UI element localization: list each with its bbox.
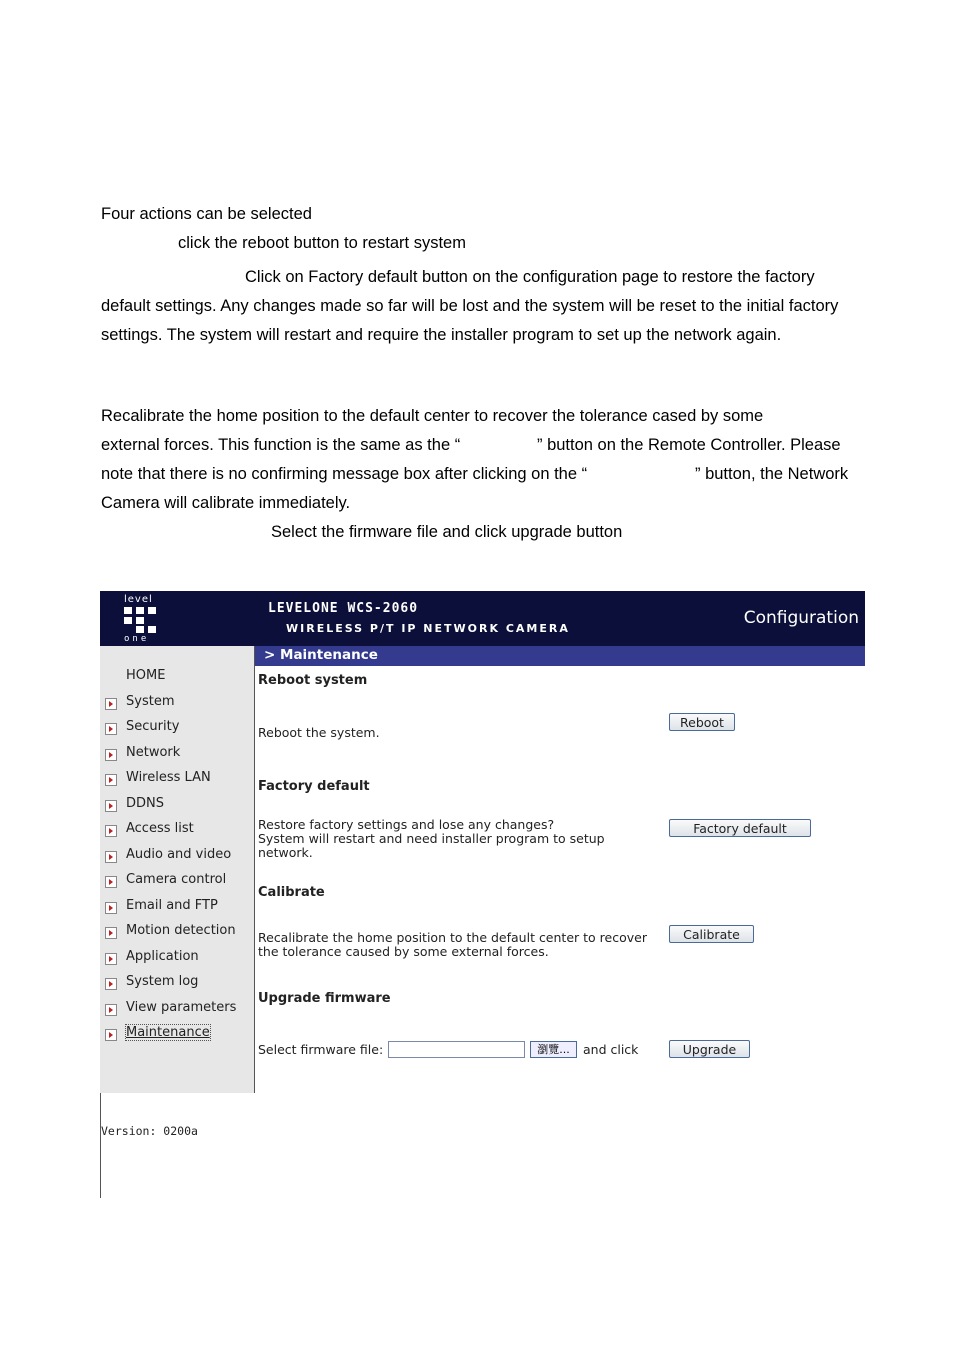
sidebar-nav — [100, 646, 255, 1138]
sidebar-item-label: Access list — [126, 821, 194, 836]
arrow-right-icon — [105, 825, 117, 837]
factory-desc-3: network. — [258, 845, 313, 860]
sidebar-item-system[interactable] — [100, 692, 254, 712]
firmware-file-input[interactable] — [388, 1041, 525, 1058]
sidebar-item-view-parameters[interactable] — [100, 998, 254, 1018]
recal-line-1: Recalibrate the home position to the default center to recover the tolerance cased by some — [101, 407, 764, 425]
browse-button[interactable]: 瀏覽... — [530, 1041, 577, 1058]
sidebar-item-audio-and-video[interactable] — [100, 845, 254, 865]
factory-paragraph: Click on Factory default button on the configuration page to restore the factory default settings. Any changes made so far will be lost and the system will be reset to the initial factory settings. The system will restart and require the installer program to set up the network again. — [101, 268, 839, 344]
firmware-file-label: Select firmware file: — [258, 1042, 384, 1057]
sidebar-item-label: Security — [126, 719, 180, 734]
intro-text: Four actions can be selected — [101, 205, 312, 223]
upgrade-title: Upgrade firmware — [258, 991, 391, 1006]
sidebar-item-system-log[interactable] — [100, 972, 254, 992]
recal-line-3: note that there is no confirming message box after clicking on the “ — [101, 465, 588, 483]
arrow-right-icon — [105, 749, 117, 761]
sidebar-item-label: HOME — [126, 668, 166, 683]
and-click-text: and click — [583, 1042, 639, 1057]
sidebar-item-ddns[interactable] — [100, 794, 254, 814]
upgrade-button[interactable]: Upgrade — [669, 1040, 750, 1058]
upgrade-line: Select the firmware file and click upgrade button — [271, 523, 623, 541]
levelone-logo — [124, 594, 162, 644]
sidebar-item-maintenance[interactable] — [100, 1023, 254, 1043]
sidebar-item-label: System — [126, 693, 175, 709]
camera-config-screenshot — [100, 591, 865, 1198]
calibrate-button[interactable]: Calibrate — [669, 925, 754, 943]
arrow-right-icon — [105, 800, 117, 812]
reboot-title: Reboot system — [258, 673, 368, 688]
product-subtitle: WIRELESS P/T IP NETWORK CAMERA — [286, 622, 570, 635]
sidebar-item-security[interactable] — [100, 717, 254, 737]
header-bar — [100, 591, 865, 646]
reboot-button[interactable]: Reboot — [669, 713, 735, 731]
arrow-right-icon — [105, 902, 117, 914]
arrow-right-icon — [105, 927, 117, 939]
sidebar-item-motion-detection[interactable] — [100, 921, 254, 941]
recal-line-4: Camera will calibrate immediately. — [101, 494, 351, 512]
sidebar-item-label: DDNS — [126, 795, 164, 811]
sidebar-item-label: Wireless LAN — [126, 770, 211, 785]
sidebar-item-label: Maintenance — [126, 1025, 210, 1040]
recal-line-3b: ” button, the Network — [695, 465, 849, 483]
calibrate-desc-2: the tolerance caused by some external forces. — [258, 944, 549, 959]
factory-default-button[interactable]: Factory default — [669, 819, 811, 837]
sidebar-item-wireless-lan[interactable] — [100, 768, 254, 788]
sidebar-divider — [100, 1093, 101, 1198]
sidebar-item-label: Email and FTP — [126, 897, 218, 913]
arrow-right-icon — [105, 978, 117, 990]
arrow-right-icon — [105, 876, 117, 888]
sidebar-item-network[interactable] — [100, 743, 254, 763]
sidebar-item-home[interactable] — [100, 666, 254, 686]
sidebar-item-label: Audio and video — [126, 846, 232, 862]
arrow-right-icon — [105, 1029, 117, 1041]
sidebar-item-label: Network — [126, 744, 181, 760]
arrow-right-icon — [105, 723, 117, 735]
factory-title: Factory default — [258, 779, 370, 794]
logo-blocks-icon — [124, 607, 158, 633]
arrow-right-icon — [105, 1004, 117, 1016]
recal-line-2b: ” button on the Remote Controller. Please — [537, 436, 841, 454]
logo-top-text: level — [124, 594, 153, 605]
sidebar-item-label: Camera control — [126, 872, 227, 887]
sidebar-item-label: Motion detection — [126, 923, 236, 938]
section-title: > Maintenance — [264, 647, 378, 663]
sidebar-item-label: Application — [126, 948, 199, 964]
calibrate-desc-1: Recalibrate the home position to the default center to recover — [258, 930, 647, 945]
factory-desc-2: System will restart and need installer program to setup — [258, 831, 605, 846]
product-name: LEVELONE WCS-2060 — [268, 601, 419, 616]
configuration-title: Configuration — [743, 608, 859, 628]
reboot-desc: Reboot the system. — [258, 725, 380, 740]
sidebar-item-label: System log — [126, 974, 199, 989]
arrow-right-icon — [105, 953, 117, 965]
sidebar-item-label: View parameters — [126, 999, 237, 1015]
reboot-line: click the reboot button to restart system — [178, 234, 466, 252]
recal-line-2: external forces. This function is the same as the “ — [101, 436, 461, 454]
arrow-right-icon — [105, 851, 117, 863]
sidebar-item-email-and-ftp[interactable] — [100, 896, 254, 916]
logo-bottom-text: one — [124, 634, 150, 644]
factory-desc-1: Restore factory settings and lose any changes? — [258, 817, 555, 832]
arrow-right-icon — [105, 774, 117, 786]
sidebar-item-camera-control[interactable] — [100, 870, 254, 890]
arrow-right-icon — [105, 698, 117, 710]
section-title-bar — [255, 646, 865, 666]
sidebar-item-application[interactable] — [100, 947, 254, 967]
calibrate-title: Calibrate — [258, 885, 325, 900]
version-text: Version: 0200a — [101, 1124, 198, 1138]
sidebar-item-access-list[interactable] — [100, 819, 254, 839]
